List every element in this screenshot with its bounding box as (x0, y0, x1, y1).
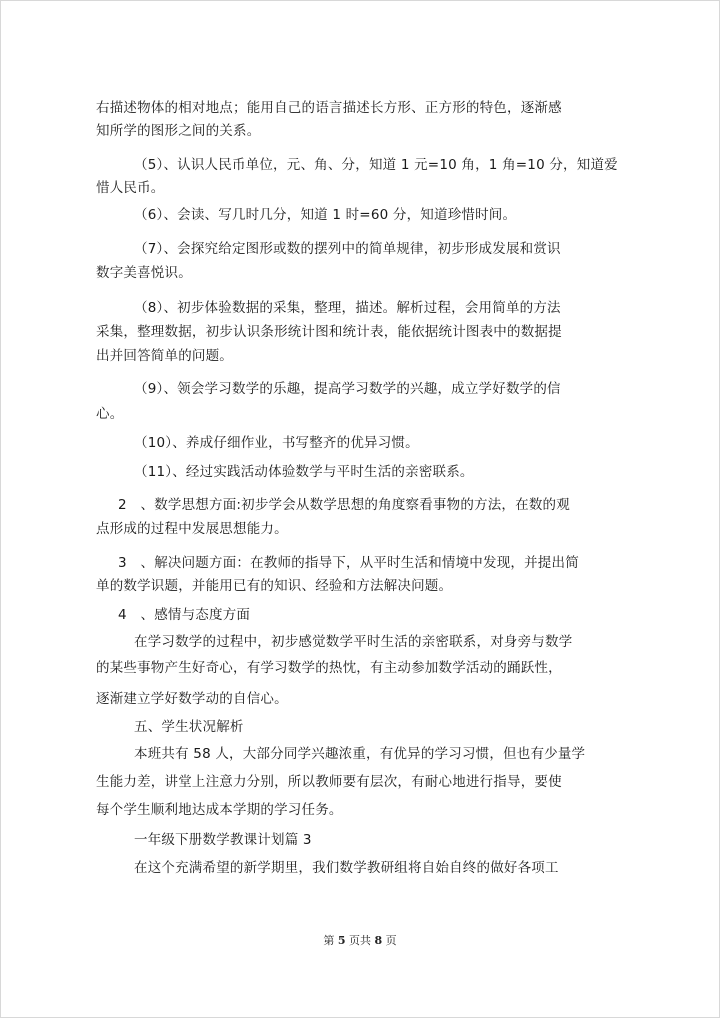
text-line: （10）、养成仔细作业，书写整齐的优异习惯。 (134, 435, 419, 451)
text-line: 心。 (96, 406, 124, 422)
text-line: 知所学的图形之间的关系。 (96, 123, 261, 139)
text-line: 本班共有 58 人，大部分同学兴趣浓重，有优异的学习习惯，但也有少量学 (134, 746, 586, 762)
text-line: 右描述物体的相对地点；能用自己的语言描述长方形、正方形的特色，逐渐感 (96, 100, 562, 116)
text-line: （8）、初步体验数据的采集，整理，描述。解析过程，会用简单的方法 (134, 300, 561, 316)
text-line: 数字美喜悦识。 (96, 265, 192, 281)
footer-middle: 页共 (345, 934, 375, 947)
text-line: 的某些事物产生好奇心，有学习数学的热忱，有主动参加数学活动的踊跃性， (96, 660, 562, 676)
text-line: 单的数学识题，并能用已有的知识、经验和方法解决问题。 (96, 578, 453, 594)
text-line: 每个学生顺利地达成本学期的学习任务。 (96, 802, 343, 818)
text-line: 生能力差，讲堂上注意力分别，所以教师要有层次，有耐心地进行指导，要使 (96, 774, 562, 790)
text-line: 采集，整理数据，初步认识条形统计图和统计表，能依据统计图表中的数据提 (96, 324, 562, 340)
section-heading: 五、学生状况解析 (134, 719, 244, 735)
text-line: （6）、会读、写几时几分，知道 1 时=60 分，知道珍惜时间。 (134, 207, 517, 223)
text-line: 逐渐建立学好数学动的自信心。 (96, 691, 288, 707)
footer-suffix: 页 (382, 934, 397, 947)
text-line: 出并回答简单的问题。 (96, 348, 233, 364)
doc-subtitle: 一年级下册数学教课计划篇 3 (134, 832, 312, 848)
text-line: （9）、领会学习数学的乐趣，提高学习数学的兴趣，成立学好数学的信 (134, 381, 561, 397)
text-line: 4 、感情与态度方面 (118, 607, 251, 623)
page-footer (0, 932, 720, 948)
text-line: 惜人民币。 (96, 180, 165, 196)
text-line: （11）、经过实践活动体验数学与平时生活的亲密联系。 (134, 464, 474, 480)
footer-total-pages: 8 (374, 934, 383, 947)
text-line: （5）、认识人民币单位，元、角、分，知道 1 元=10 角，1 角=10 分，知道爱 (134, 157, 618, 173)
text-line: 在学习数学的过程中，初步感觉数学平时生活的亲密联系，对身旁与数学 (134, 634, 573, 650)
footer-prefix: 第 (323, 934, 338, 947)
footer-page-number: 5 (337, 934, 346, 947)
text-line: 点形成的过程中发展思想能力。 (96, 521, 288, 537)
text-line: 在这个充满希望的新学期里，我们数学教研组将自始自终的做好各项工 (134, 860, 559, 876)
text-line: 2 、数学思想方面:初步学会从数学思想的角度察看事物的方法，在数的观 (118, 497, 570, 513)
text-line: （7）、会探究给定图形或数的摆列中的简单规律，初步形成发展和赏识 (134, 241, 561, 257)
text-line: 3 、解决问题方面：在教师的指导下，从平时生活和情境中发现，并提出简 (118, 555, 579, 571)
